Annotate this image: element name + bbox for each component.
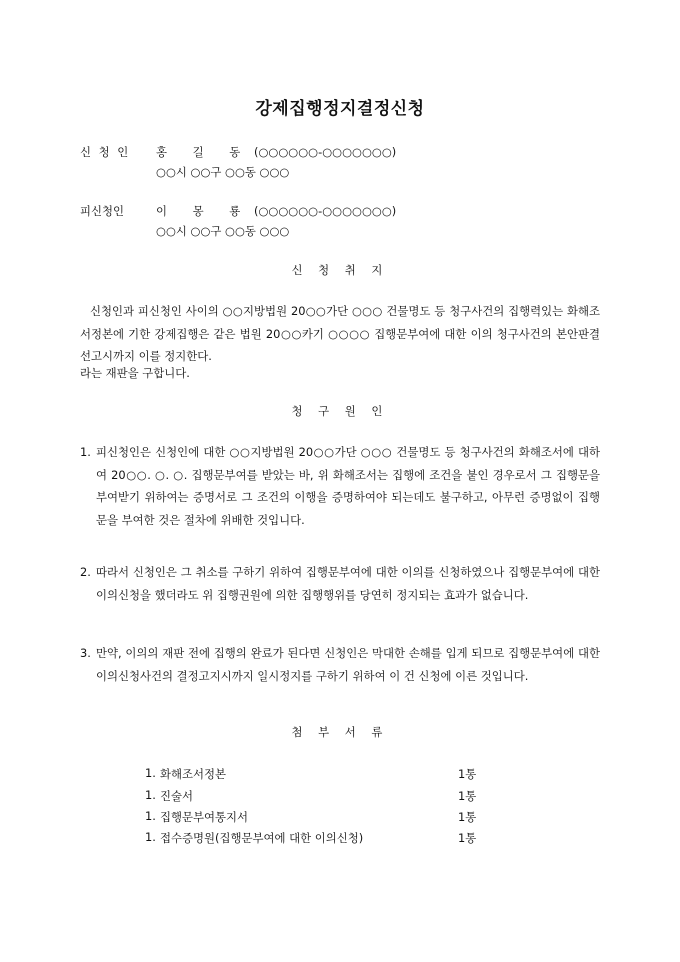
attachment-quantity: 1통 xyxy=(458,789,477,803)
attachment-quantity: 1통 xyxy=(458,767,477,781)
attachment-name: 집행문부여통지서 xyxy=(160,810,249,824)
applicant-name: 홍 길 동 xyxy=(156,145,241,159)
document-title: 강제집행정지결정신청 xyxy=(255,99,425,119)
cause-item-text: 피신청인은 신청인에 대한 ○○지방법원 20○○가단 ○○○ 건물명도 등 청구사건의 화해조서에 대하여 20○○. ○. ○. 집행문부여를 받았는 바, 위 화해조서는 집행에 조건을 붙인 경우로서 그 집행문을 부여받기 위하여는 증명서로 그 조건의 이행을 증명하여야 되는데도 불구하고, 아무런 증명없이 집행문을 부여한 것은 절차에 위배한 것입니다. xyxy=(96,445,600,527)
purpose-closing: 라는 재판을 구합니다. xyxy=(80,366,190,380)
purpose-heading: 신 청 취 지 xyxy=(291,263,389,277)
respondent-name: 이 몽 룡 xyxy=(156,204,241,218)
cause-item-number: 2. xyxy=(80,565,91,579)
respondent-label: 피신청인 xyxy=(80,204,125,218)
attachment-name: 화해조서정본 xyxy=(160,767,227,781)
cause-item-number: 3. xyxy=(80,646,91,660)
applicant-id: (○○○○○○-○○○○○○○) xyxy=(254,145,397,159)
cause-item-text: 따라서 신청인은 그 취소를 구하기 위하여 집행문부여에 대한 이의를 신청하였으나 집행문부여에 대한 이의신청을 했더라도 위 집행권원에 의한 집행행위를 당연히 정지되는 효과가 없습니다. xyxy=(96,565,600,602)
cause-item xyxy=(80,642,600,687)
attachment-quantity: 1통 xyxy=(458,831,477,845)
respondent-id: (○○○○○○-○○○○○○○) xyxy=(254,204,397,218)
applicant-label: 신 청 인 xyxy=(80,145,131,159)
cause-heading: 청 구 원 인 xyxy=(291,404,389,418)
attachment-number: 1. xyxy=(145,766,156,780)
cause-item-text: 만약, 이의의 재판 전에 집행의 완료가 된다면 신청인은 막대한 손해를 입게 되므로 집행문부여에 대한 이의신청사건의 결정고지시까지 일시정지를 구하기 위하여 이 건 신청에 이른 것입니다. xyxy=(96,646,600,683)
cause-item-number: 1. xyxy=(80,445,91,459)
purpose-text: 신청인과 피신청인 사이의 ○○지방법원 20○○가단 ○○○ 건물명도 등 청구사건의 집행력있는 화해조서정본에 기한 강제집행은 같은 법원 20○○카기 ○○○○ 집행문부여에 대한 이의 청구사건의 본안판결 선고시까지 이를 정지한다. xyxy=(80,304,600,363)
attachment-number: 1. xyxy=(145,788,156,802)
cause-item xyxy=(80,441,600,531)
attachment-quantity: 1통 xyxy=(458,810,477,824)
attachments-heading: 첨 부 서 류 xyxy=(291,725,389,739)
respondent-address: ○○시 ○○구 ○○동 ○○○ xyxy=(156,224,290,238)
cause-item xyxy=(80,561,600,606)
attachment-number: 1. xyxy=(145,830,156,844)
attachment-name: 진술서 xyxy=(160,789,194,803)
attachment-number: 1. xyxy=(145,809,156,823)
applicant-address: ○○시 ○○구 ○○동 ○○○ xyxy=(156,165,290,179)
attachment-name: 접수증명원(집행문부여에 대한 이의신청) xyxy=(160,831,364,845)
